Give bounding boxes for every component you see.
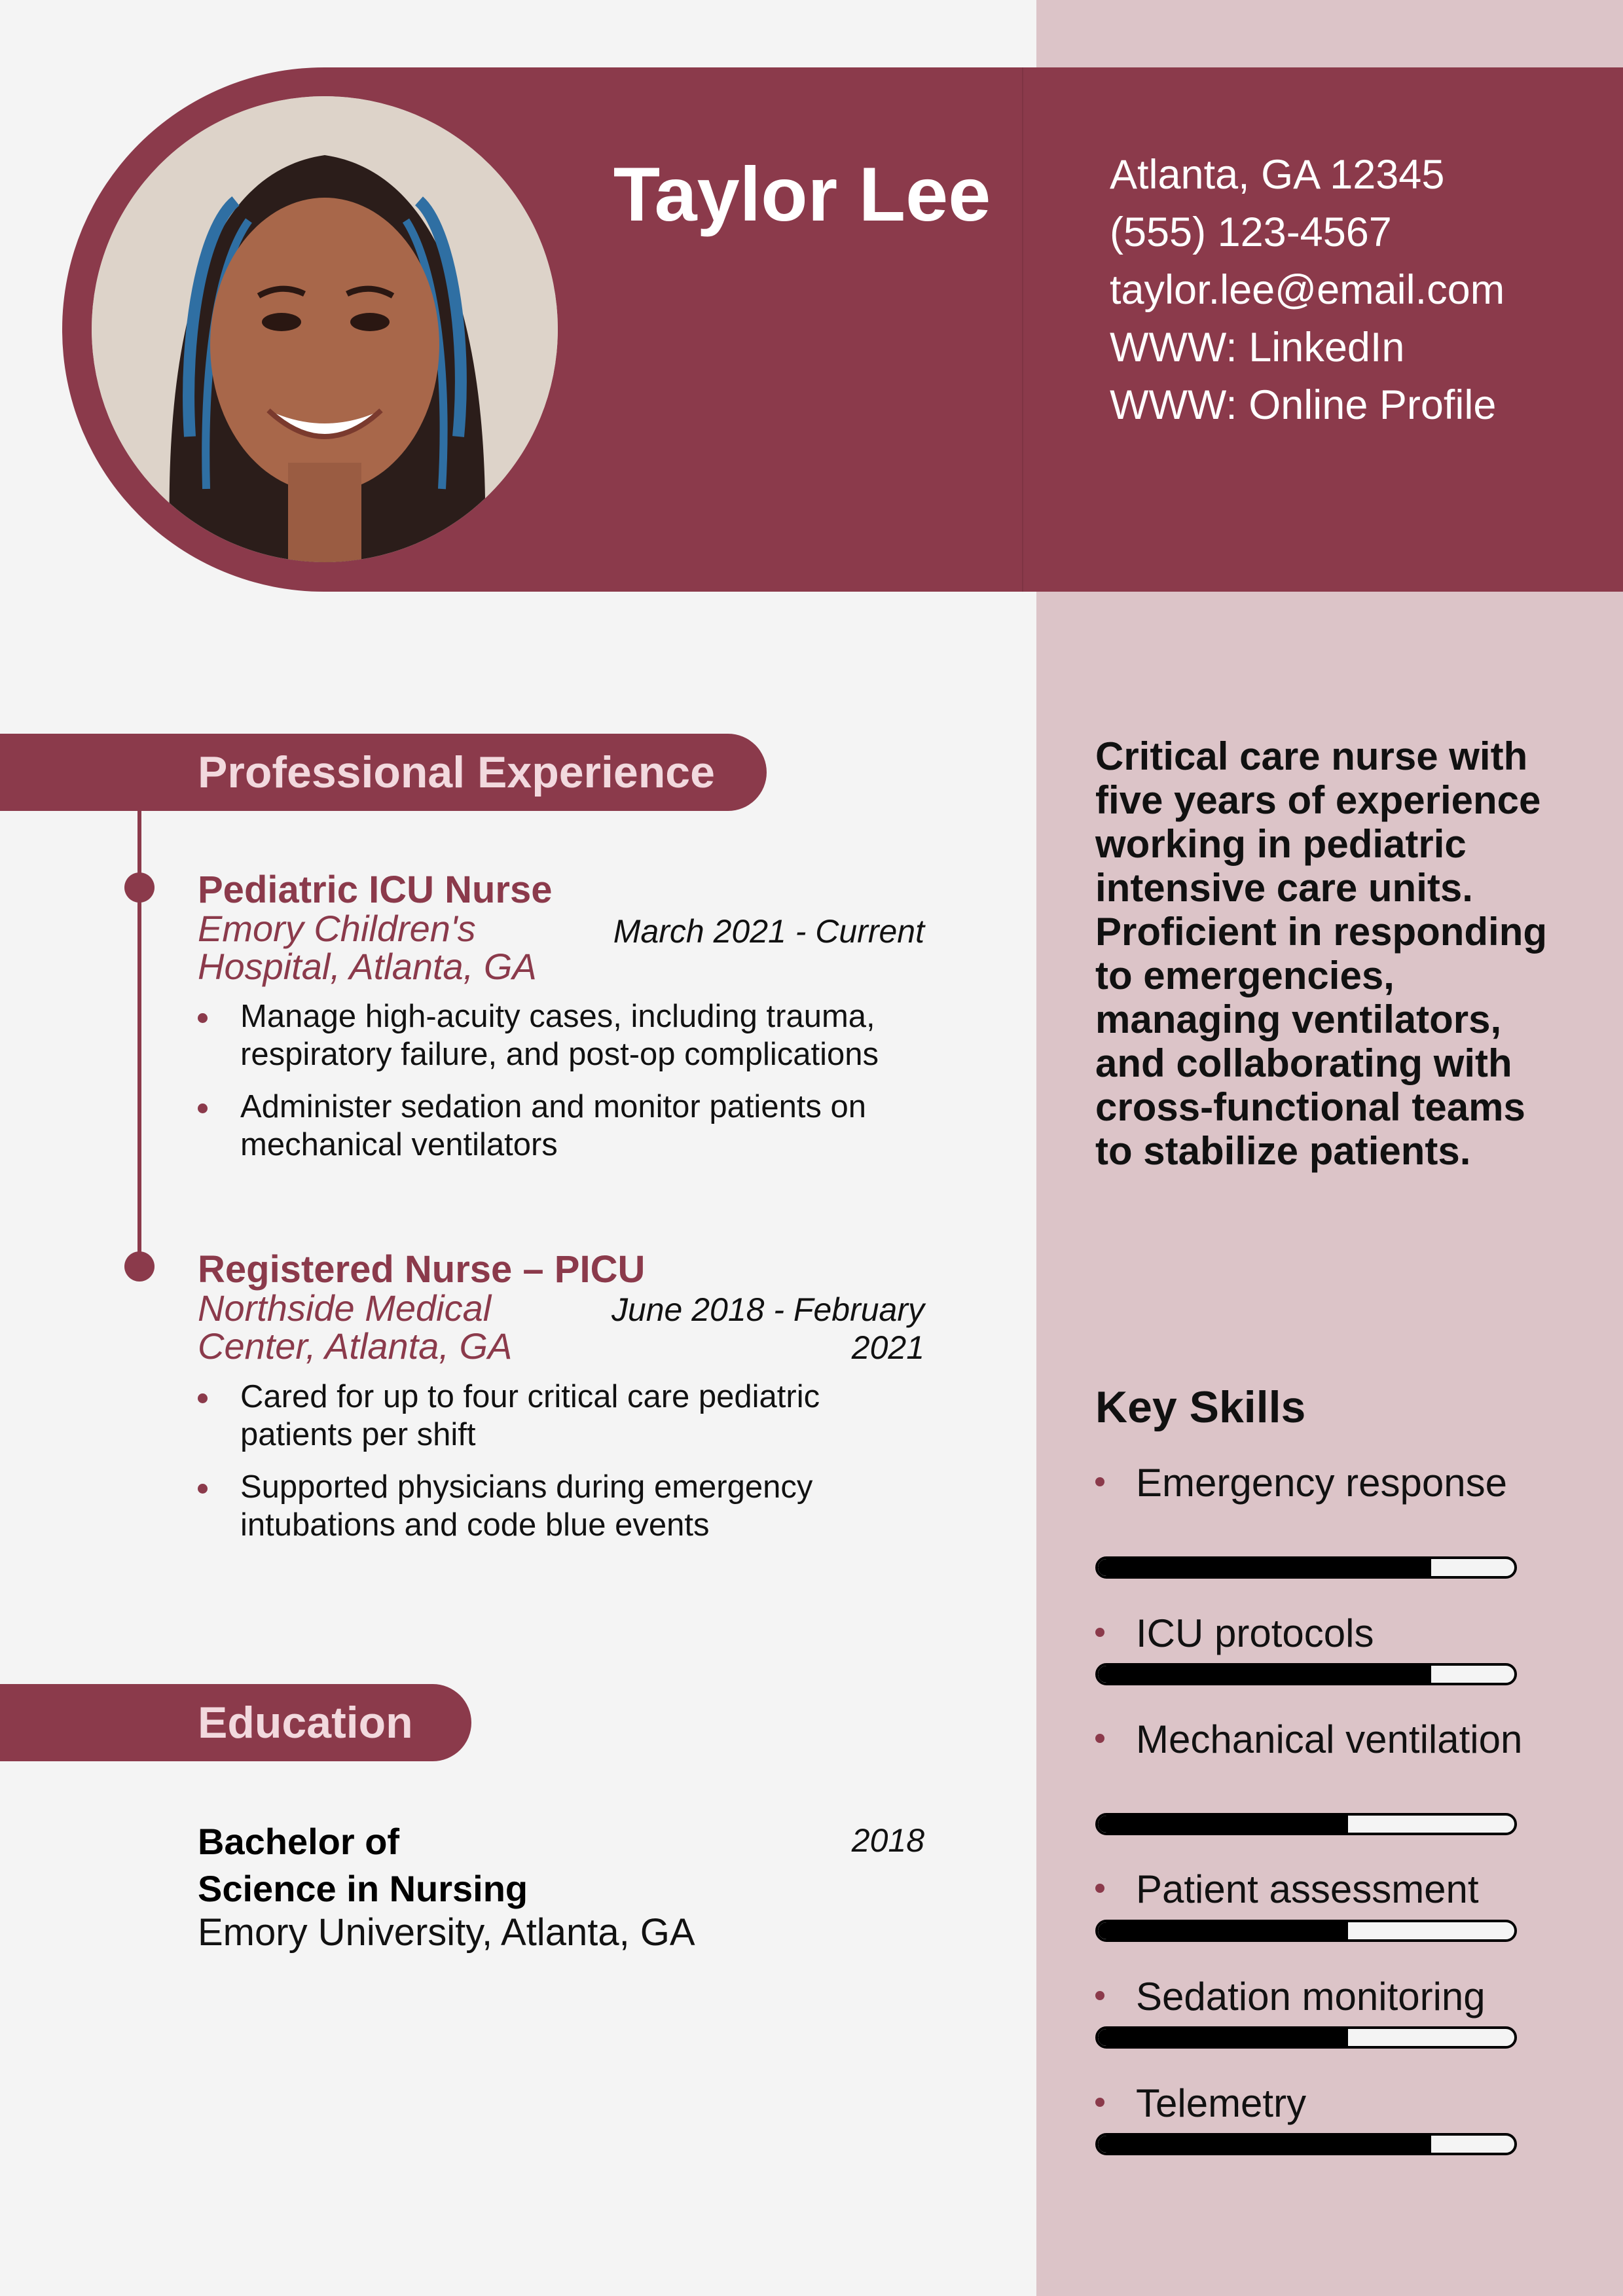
bullet-icon (198, 1013, 208, 1023)
employer-line: Hospital, Atlanta, GA (198, 946, 537, 987)
skill-bar (1095, 1813, 1517, 1835)
skill-bar (1095, 1663, 1517, 1685)
bullet-text: Manage high-acuity cases, including trauma, respiratory failure, and post-op complications (240, 999, 879, 1072)
skill-bar (1095, 1920, 1517, 1942)
candidate-name: Taylor Lee (613, 151, 991, 237)
skill-bar-fill (1098, 1816, 1348, 1833)
bullet-icon (198, 1393, 208, 1403)
skill-bar-fill (1098, 2029, 1348, 2046)
contact-email[interactable]: taylor.lee@email.com (1110, 267, 1505, 313)
skill-bar-fill (1098, 1922, 1348, 1939)
bullet-icon (198, 1484, 208, 1494)
dates-line: March 2021 - Current (613, 913, 924, 950)
timeline-dot (124, 1251, 155, 1282)
skill-name: Patient assessment (1136, 1867, 1479, 1911)
job-dates (613, 912, 924, 950)
skills-heading: Key Skills (1095, 1382, 1306, 1432)
contact-block (1110, 146, 1504, 434)
dates-line: 2021 (851, 1329, 924, 1366)
bullet-icon (1095, 1734, 1104, 1743)
education-year: 2018 (851, 1822, 924, 1859)
bullet-text: Cared for up to four critical care pediatric patients per shift (240, 1379, 820, 1452)
experience-heading: Professional Experience (0, 734, 767, 811)
school-name: Emory University, Atlanta, GA (198, 1911, 695, 1954)
skill-bar (1095, 1556, 1517, 1579)
degree-line: Bachelor of (198, 1821, 400, 1862)
job-employer (198, 1289, 512, 1365)
education-heading: Education (0, 1684, 471, 1761)
bullet-icon (1095, 1477, 1104, 1486)
skill-label (1095, 1717, 1554, 1761)
bullet-icon (1095, 2098, 1104, 2107)
bullet-text: Supported physicians during emergency intubations and code blue events (240, 1469, 813, 1543)
job-bullets (198, 1378, 924, 1558)
contact-online-profile[interactable]: WWW: Online Profile (1110, 382, 1497, 428)
job-dates (611, 1291, 924, 1367)
bullet-icon (1095, 1991, 1104, 2000)
dates-line: June 2018 - February (611, 1291, 924, 1328)
bullet-text: Administer sedation and monitor patients on mechanical ventilators (240, 1089, 867, 1162)
list-item (198, 1378, 924, 1454)
skill-name: ICU protocols (1136, 1611, 1374, 1655)
job-title: Pediatric ICU Nurse (198, 869, 553, 911)
employer-line: Northside Medical (198, 1287, 492, 1329)
bullet-icon (1095, 1884, 1104, 1893)
job-employer (198, 910, 537, 986)
timeline-dot (124, 872, 155, 903)
skill-label (1095, 1611, 1554, 1655)
profile-photo (92, 96, 558, 562)
bullet-icon (198, 1103, 208, 1113)
skill-bar (1095, 2026, 1517, 2049)
job-title: Registered Nurse – PICU (198, 1248, 646, 1291)
skill-label (1095, 1975, 1554, 2018)
employer-line: Center, Atlanta, GA (198, 1325, 513, 1367)
degree-title (198, 1818, 528, 1912)
skill-bar-fill (1098, 1559, 1431, 1576)
job-bullets (198, 997, 924, 1178)
contact-location: Atlanta, GA 12345 (1110, 152, 1445, 198)
skill-label (1095, 1867, 1554, 1911)
employer-line: Emory Children's (198, 908, 476, 949)
header-divider (1022, 67, 1023, 592)
degree-line: Science in Nursing (198, 1868, 528, 1909)
contact-phone[interactable]: (555) 123-4567 (1110, 209, 1392, 255)
skill-label (1095, 2081, 1554, 2125)
skill-name: Emergency response (1136, 1461, 1507, 1505)
profile-summary: Critical care nurse with five years of experience working in pediatric intensive care units. Proficient in responding to emergencies, managing ventilators, and collaborating with cross-functional teams to stabilize patients. (1095, 734, 1548, 1173)
list-item (198, 997, 924, 1073)
skill-bar (1095, 2133, 1517, 2155)
skill-name: Sedation monitoring (1136, 1975, 1486, 2018)
list-item (198, 1088, 924, 1164)
skill-name: Telemetry (1136, 2081, 1307, 2125)
skill-bar-fill (1098, 1666, 1431, 1683)
list-item (198, 1468, 924, 1544)
portrait-illustration (92, 96, 558, 562)
bullet-icon (1095, 1628, 1104, 1637)
contact-linkedin[interactable]: WWW: LinkedIn (1110, 325, 1405, 370)
skill-name: Mechanical ventilation (1136, 1717, 1523, 1761)
skill-label (1095, 1461, 1554, 1505)
skill-bar-fill (1098, 2136, 1431, 2153)
